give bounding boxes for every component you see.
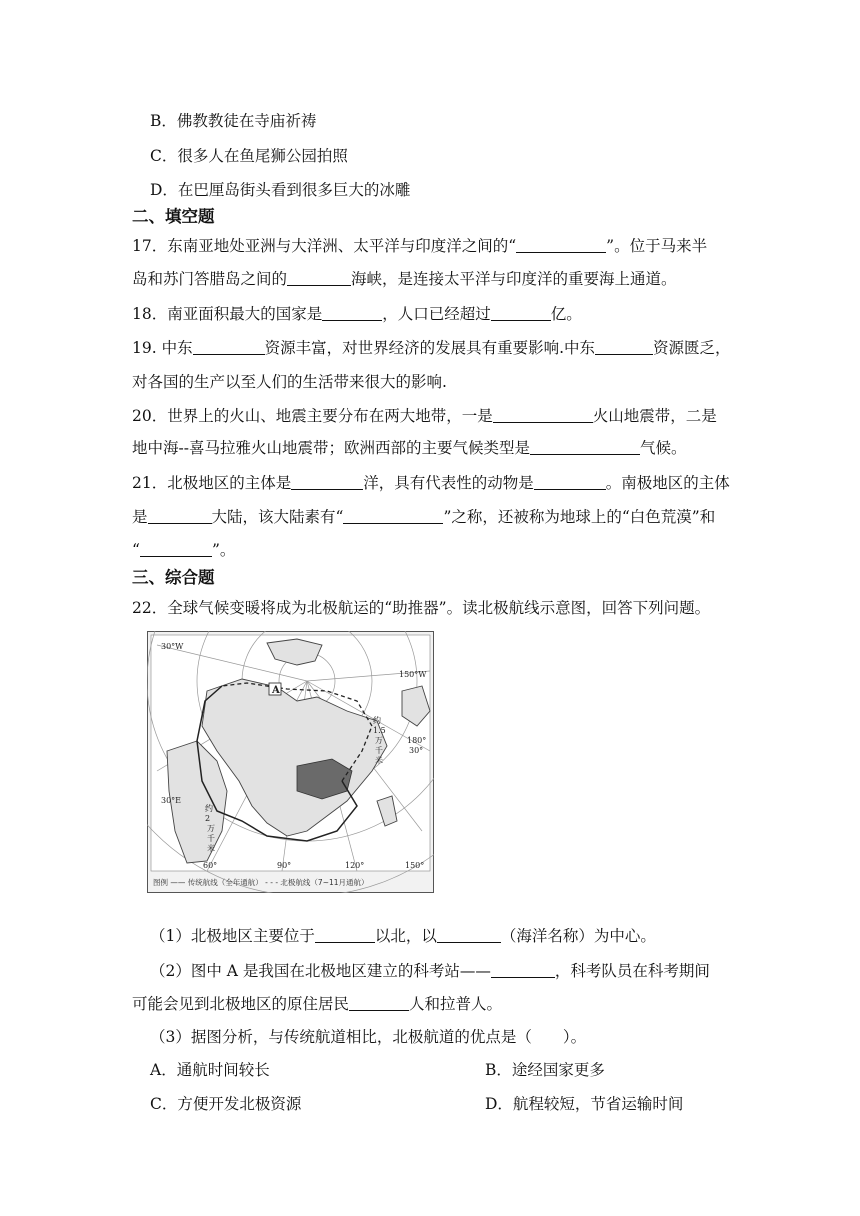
text: 17．东南亚地处亚洲与大洋洲、太平洋与印度洋之间的“ xyxy=(132,237,517,255)
answer-blank[interactable] xyxy=(530,439,640,455)
question-17-line-2 xyxy=(132,269,677,289)
text: ，科考队员在科考期间 xyxy=(554,962,710,980)
option-a: A．通航时间较长 xyxy=(150,1061,270,1079)
text: 可能会见到北极地区的原住居民 xyxy=(132,995,350,1013)
section-title-fill-blank: 二、填空题 xyxy=(132,207,215,226)
text: 是 xyxy=(132,508,148,526)
question-17-line-1 xyxy=(132,236,707,256)
text: 地中海--喜马拉雅火山地震带；欧洲西部的主要气候类型是 xyxy=(132,439,530,457)
option-c: C．方便开发北极资源 xyxy=(150,1095,302,1113)
answer-blank[interactable] xyxy=(343,508,443,524)
question-22-stem: 22．全球气候变暖将成为北极航运的“助推器”。读北极航线示意图，回答下列问题。 xyxy=(132,599,711,617)
text: （2）图中 A 是我国在北极地区建立的科考站—— xyxy=(150,962,491,980)
map-label: 150° xyxy=(405,861,425,870)
question-22-sub-2-line-2 xyxy=(132,994,502,1014)
question-19-line-2: 对各国的生产以至人们的生活带来很大的影响. xyxy=(132,373,447,391)
text: 18．南亚面积最大的国家是 xyxy=(132,305,323,323)
text: 20．世界上的火山、地震主要分布在两大地带，一是 xyxy=(132,407,493,425)
answer-blank[interactable] xyxy=(140,541,212,557)
text: 人和拉普人。 xyxy=(409,995,503,1013)
map-label: 约 xyxy=(373,716,381,725)
question-18 xyxy=(132,304,582,324)
map-label: 30° xyxy=(409,746,424,755)
option-c: C．很多人在鱼尾狮公园拍照 xyxy=(150,147,348,165)
map-label: 万 xyxy=(375,736,383,745)
text: 资源丰富，对世界经济的发展具有重要影响.中东 xyxy=(264,339,596,357)
question-19-line-1 xyxy=(132,338,731,358)
text: 21．北极地区的主体是 xyxy=(132,474,292,492)
text: 气候。 xyxy=(639,439,687,457)
text: 洋，具有代表性的动物是 xyxy=(363,474,534,492)
text: 以北，以 xyxy=(374,927,437,945)
answer-blank[interactable] xyxy=(349,995,409,1011)
text: 19. 中东 xyxy=(132,339,193,357)
answer-blank[interactable] xyxy=(534,474,606,490)
text: 资源匮乏， xyxy=(653,339,731,357)
answer-blank[interactable] xyxy=(491,962,555,978)
map-label: 千 xyxy=(207,834,215,843)
map-label: 30°E xyxy=(161,796,182,805)
text: 大陆，该大陆素有“ xyxy=(211,508,344,526)
map-label: A xyxy=(272,685,280,696)
question-22-sub-1 xyxy=(150,926,656,946)
answer-blank[interactable] xyxy=(437,927,501,943)
text: ，人口已经超过 xyxy=(382,305,491,323)
question-20-line-2 xyxy=(132,438,687,458)
text: “ xyxy=(132,541,140,559)
answer-blank[interactable] xyxy=(193,339,265,355)
text: 。南极地区的主体 xyxy=(605,474,730,492)
text: ”。 xyxy=(211,541,236,559)
option-d: D．在巴厘岛街头看到很多巨大的冰雕 xyxy=(150,181,411,199)
answer-blank[interactable] xyxy=(516,237,606,253)
text: 火山地震带，二是 xyxy=(592,407,717,425)
question-21-line-3 xyxy=(132,540,235,560)
answer-blank[interactable] xyxy=(322,305,382,321)
map-label: 1.5 xyxy=(373,726,386,735)
text: 岛和苏门答腊岛之间的 xyxy=(132,270,288,288)
answer-blank[interactable] xyxy=(291,474,363,490)
map-legend: 图例 —— 传统航线（全年通航） - - - 北极航线（7~11月通航） xyxy=(153,878,369,887)
section-title-comprehensive: 三、综合题 xyxy=(132,568,215,587)
map-label: 90° xyxy=(277,861,292,870)
map-label: 2 xyxy=(205,814,211,823)
map-label: 米 xyxy=(207,844,215,853)
text: 亿。 xyxy=(550,305,582,323)
map-label: 30°W xyxy=(161,642,184,651)
map-label: 120° xyxy=(345,861,365,870)
map-label: 米 xyxy=(375,756,383,765)
map-label: 180° xyxy=(407,736,427,745)
answer-blank[interactable] xyxy=(148,508,212,524)
map-label: 150°W xyxy=(399,670,427,679)
question-21-line-1 xyxy=(132,473,730,493)
text: ”。位于马来半 xyxy=(606,237,708,255)
answer-blank[interactable] xyxy=(491,305,551,321)
question-22-sub-2-line-1 xyxy=(150,961,710,981)
option-b: B．途经国家更多 xyxy=(485,1061,605,1079)
text: ”之称，还被称为地球上的“白色荒漠”和 xyxy=(443,508,716,526)
map-label: 60° xyxy=(203,861,218,870)
map-label: 约 xyxy=(205,804,213,813)
answer-blank[interactable] xyxy=(493,407,593,423)
option-d: D．航程较短，节省运输时间 xyxy=(485,1095,684,1113)
arctic-route-map xyxy=(147,631,434,893)
answer-blank[interactable] xyxy=(287,270,351,286)
text: （1）北极地区主要位于 xyxy=(150,927,315,945)
text: 海峡，是连接太平洋与印度洋的重要海上通道。 xyxy=(351,270,677,288)
question-20-line-1 xyxy=(132,406,717,426)
option-b: B．佛教教徒在寺庙祈祷 xyxy=(150,112,317,130)
map-label: 千 xyxy=(375,746,383,755)
answer-blank[interactable] xyxy=(315,927,375,943)
question-22-sub-3: （3）据图分析，与传统航道相比，北极航道的优点是（ ）。 xyxy=(150,1028,587,1046)
answer-blank[interactable] xyxy=(595,339,653,355)
text: （海洋名称）为中心。 xyxy=(500,927,656,945)
map-label: 万 xyxy=(207,824,215,833)
question-21-line-2 xyxy=(132,507,715,527)
